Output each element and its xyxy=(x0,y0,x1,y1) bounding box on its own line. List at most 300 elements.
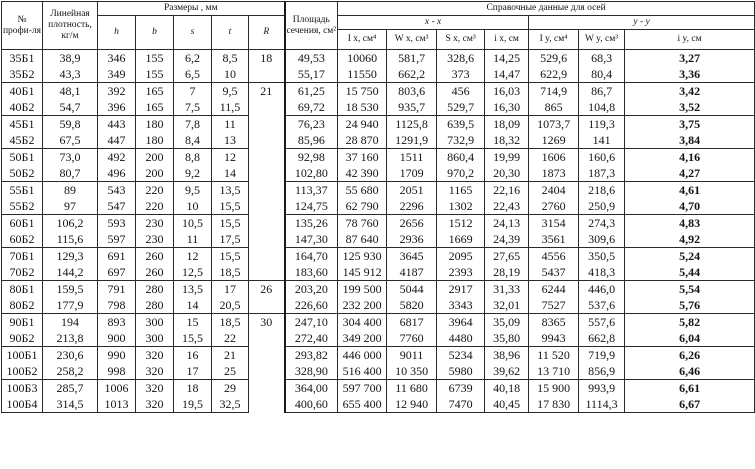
header-iy-radius: i y, см xyxy=(625,30,755,50)
cell-wx: 1291,9 xyxy=(387,132,437,149)
cell-ix-radius: 35,80 xyxy=(485,330,529,347)
cell-b: 280 xyxy=(136,297,174,314)
cell-r: 21 xyxy=(249,83,285,281)
cell-iy-moment: 5437 xyxy=(529,264,579,281)
cell-area: 164,70 xyxy=(285,248,338,265)
cell-iy-radius: 4,16 xyxy=(625,149,755,166)
table-row xyxy=(2,83,755,100)
cell-b: 180 xyxy=(136,116,174,133)
cell-h: 1013 xyxy=(98,396,136,413)
cell-wx: 803,6 xyxy=(387,83,437,100)
cell-sx: 732,9 xyxy=(437,132,485,149)
cell-area: 135,26 xyxy=(285,215,338,232)
cell-profile: 35Б2 xyxy=(2,66,43,83)
cell-b: 200 xyxy=(136,165,174,182)
table-row xyxy=(2,314,755,331)
cell-r: 18 xyxy=(249,50,285,83)
table-row xyxy=(2,99,755,116)
cell-area: 113,37 xyxy=(285,182,338,199)
header-density: Линейная плотность, кг/м xyxy=(43,2,98,50)
cell-h: 496 xyxy=(98,165,136,182)
table-row xyxy=(2,215,755,232)
cell-t: 11 xyxy=(212,116,249,133)
cell-s: 9,2 xyxy=(174,165,212,182)
header-wy: W y, см³ xyxy=(579,30,625,50)
cell-wy: 537,6 xyxy=(579,297,625,314)
cell-s: 8,8 xyxy=(174,149,212,166)
cell-area: 247,10 xyxy=(285,314,338,331)
cell-wy: 141 xyxy=(579,132,625,149)
header-dim-r: R xyxy=(249,16,285,50)
cell-wy: 160,6 xyxy=(579,149,625,166)
cell-wy: 557,6 xyxy=(579,314,625,331)
cell-iy-moment: 529,6 xyxy=(529,50,579,67)
cell-profile: 100Б3 xyxy=(2,380,43,397)
cell-wy: 80,4 xyxy=(579,66,625,83)
cell-b: 220 xyxy=(136,182,174,199)
cell-t: 17,5 xyxy=(212,231,249,248)
cell-ix-radius: 18,09 xyxy=(485,116,529,133)
cell-area: 92,98 xyxy=(285,149,338,166)
cell-profile: 70Б2 xyxy=(2,264,43,281)
cell-iy-moment: 17 830 xyxy=(529,396,579,413)
cell-density: 48,1 xyxy=(43,83,98,100)
cell-ix-radius: 20,30 xyxy=(485,165,529,182)
cell-h: 1006 xyxy=(98,380,136,397)
cell-iy-radius: 3,36 xyxy=(625,66,755,83)
cell-ix-moment: 349 200 xyxy=(338,330,387,347)
cell-area: 76,23 xyxy=(285,116,338,133)
cell-iy-moment: 1606 xyxy=(529,149,579,166)
table-body xyxy=(2,50,755,413)
cell-ix-radius: 32,01 xyxy=(485,297,529,314)
cell-area: 226,60 xyxy=(285,297,338,314)
cell-ix-radius: 22,16 xyxy=(485,182,529,199)
cell-s: 15 xyxy=(174,314,212,331)
cell-ix-radius: 16,03 xyxy=(485,83,529,100)
cell-sx: 6739 xyxy=(437,380,485,397)
cell-profile: 80Б2 xyxy=(2,297,43,314)
cell-b: 155 xyxy=(136,66,174,83)
cell-h: 597 xyxy=(98,231,136,248)
cell-ix-moment: 55 680 xyxy=(338,182,387,199)
cell-area: 364,00 xyxy=(285,380,338,397)
cell-iy-moment: 9943 xyxy=(529,330,579,347)
table-row xyxy=(2,182,755,199)
cell-s: 12 xyxy=(174,248,212,265)
cell-density: 54,7 xyxy=(43,99,98,116)
cell-ix-moment: 15 750 xyxy=(338,83,387,100)
cell-iy-moment: 6244 xyxy=(529,281,579,298)
cell-density: 213,8 xyxy=(43,330,98,347)
cell-h: 547 xyxy=(98,198,136,215)
header-wx: W x, см³ xyxy=(387,30,437,50)
cell-h: 798 xyxy=(98,297,136,314)
cell-area: 328,90 xyxy=(285,363,338,380)
cell-b: 320 xyxy=(136,347,174,364)
cell-sx: 1512 xyxy=(437,215,485,232)
cell-s: 12,5 xyxy=(174,264,212,281)
cell-h: 443 xyxy=(98,116,136,133)
cell-ix-radius: 31,33 xyxy=(485,281,529,298)
header-iy-moment: I y, см⁴ xyxy=(529,30,579,50)
cell-t: 25 xyxy=(212,363,249,380)
cell-density: 59,8 xyxy=(43,116,98,133)
cell-ix-moment: 24 940 xyxy=(338,116,387,133)
cell-density: 43,3 xyxy=(43,66,98,83)
cell-iy-moment: 11 520 xyxy=(529,347,579,364)
cell-density: 67,5 xyxy=(43,132,98,149)
cell-area: 203,20 xyxy=(285,281,338,298)
cell-ix-radius: 22,43 xyxy=(485,198,529,215)
cell-s: 11 xyxy=(174,231,212,248)
cell-density: 80,7 xyxy=(43,165,98,182)
cell-sx: 1302 xyxy=(437,198,485,215)
cell-iy-moment: 1873 xyxy=(529,165,579,182)
cell-sx: 373 xyxy=(437,66,485,83)
cell-ix-moment: 10060 xyxy=(338,50,387,67)
header-axis-x: x - x xyxy=(338,16,529,30)
table-row xyxy=(2,281,755,298)
cell-profile: 40Б1 xyxy=(2,83,43,100)
cell-sx: 2095 xyxy=(437,248,485,265)
cell-t: 13 xyxy=(212,132,249,149)
cell-s: 6,2 xyxy=(174,50,212,67)
cell-profile: 70Б1 xyxy=(2,248,43,265)
cell-iy-moment: 1073,7 xyxy=(529,116,579,133)
cell-ix-radius: 40,45 xyxy=(485,396,529,413)
cell-area: 69,72 xyxy=(285,99,338,116)
cell-s: 16 xyxy=(174,347,212,364)
cell-iy-radius: 4,92 xyxy=(625,231,755,248)
cell-s: 8,4 xyxy=(174,132,212,149)
cell-ix-radius: 27,65 xyxy=(485,248,529,265)
header-dim-t: t xyxy=(212,16,249,50)
cell-ix-radius: 40,18 xyxy=(485,380,529,397)
cell-density: 106,2 xyxy=(43,215,98,232)
cell-iy-radius: 4,61 xyxy=(625,182,755,199)
cell-b: 280 xyxy=(136,281,174,298)
cell-iy-moment: 2404 xyxy=(529,182,579,199)
cell-sx: 4480 xyxy=(437,330,485,347)
cell-area: 85,96 xyxy=(285,132,338,149)
cell-sx: 1165 xyxy=(437,182,485,199)
cell-iy-radius: 5,24 xyxy=(625,248,755,265)
cell-iy-moment: 7527 xyxy=(529,297,579,314)
cell-t: 29 xyxy=(212,380,249,397)
cell-ix-moment: 304 400 xyxy=(338,314,387,331)
cell-ix-moment: 28 870 xyxy=(338,132,387,149)
cell-s: 6,5 xyxy=(174,66,212,83)
cell-sx: 328,6 xyxy=(437,50,485,67)
cell-h: 392 xyxy=(98,83,136,100)
cell-profile: 100Б4 xyxy=(2,396,43,413)
cell-sx: 5980 xyxy=(437,363,485,380)
cell-ix-moment: 11550 xyxy=(338,66,387,83)
cell-ix-moment: 62 790 xyxy=(338,198,387,215)
cell-iy-radius: 6,26 xyxy=(625,347,755,364)
table-row xyxy=(2,198,755,215)
cell-iy-moment: 714,9 xyxy=(529,83,579,100)
cell-ix-moment: 655 400 xyxy=(338,396,387,413)
cell-ix-radius: 24,39 xyxy=(485,231,529,248)
cell-t: 20,5 xyxy=(212,297,249,314)
cell-wx: 9011 xyxy=(387,347,437,364)
cell-area: 293,82 xyxy=(285,347,338,364)
cell-t: 18,5 xyxy=(212,314,249,331)
cell-b: 300 xyxy=(136,330,174,347)
cell-wy: 119,3 xyxy=(579,116,625,133)
cell-density: 230,6 xyxy=(43,347,98,364)
cell-ix-moment: 78 760 xyxy=(338,215,387,232)
cell-s: 19,5 xyxy=(174,396,212,413)
cell-h: 893 xyxy=(98,314,136,331)
cell-wx: 2656 xyxy=(387,215,437,232)
cell-wy: 86,7 xyxy=(579,83,625,100)
cell-profile: 45Б1 xyxy=(2,116,43,133)
cell-iy-radius: 3,27 xyxy=(625,50,755,67)
cell-density: 314,5 xyxy=(43,396,98,413)
cell-t: 15,5 xyxy=(212,248,249,265)
cell-r: 26 xyxy=(249,281,285,314)
cell-s: 18 xyxy=(174,380,212,397)
cell-iy-radius: 5,44 xyxy=(625,264,755,281)
cell-b: 165 xyxy=(136,83,174,100)
table-row xyxy=(2,66,755,83)
cell-wy: 104,8 xyxy=(579,99,625,116)
cell-iy-moment: 8365 xyxy=(529,314,579,331)
cell-s: 7,8 xyxy=(174,116,212,133)
cell-profile: 60Б2 xyxy=(2,231,43,248)
cell-ix-radius: 14,47 xyxy=(485,66,529,83)
cell-iy-moment: 3154 xyxy=(529,215,579,232)
cell-ix-radius: 16,30 xyxy=(485,99,529,116)
cell-profile: 45Б2 xyxy=(2,132,43,149)
cell-iy-radius: 4,27 xyxy=(625,165,755,182)
cell-profile: 90Б2 xyxy=(2,330,43,347)
cell-wy: 418,3 xyxy=(579,264,625,281)
cell-sx: 529,7 xyxy=(437,99,485,116)
cell-wx: 11 680 xyxy=(387,380,437,397)
header-sx: S x, см³ xyxy=(437,30,485,50)
cell-wx: 1511 xyxy=(387,149,437,166)
cell-density: 115,6 xyxy=(43,231,98,248)
cell-s: 10 xyxy=(174,198,212,215)
cell-sx: 5234 xyxy=(437,347,485,364)
cell-t: 8,5 xyxy=(212,50,249,67)
cell-profile: 60Б1 xyxy=(2,215,43,232)
cell-area: 124,75 xyxy=(285,198,338,215)
cell-area: 147,30 xyxy=(285,231,338,248)
cell-profile: 100Б1 xyxy=(2,347,43,364)
cell-ix-moment: 87 640 xyxy=(338,231,387,248)
cell-iy-moment: 15 900 xyxy=(529,380,579,397)
cell-profile: 80Б1 xyxy=(2,281,43,298)
table-row xyxy=(2,231,755,248)
cell-t: 14 xyxy=(212,165,249,182)
cell-s: 7,5 xyxy=(174,99,212,116)
cell-density: 258,2 xyxy=(43,363,98,380)
cell-density: 159,5 xyxy=(43,281,98,298)
cell-t: 13,5 xyxy=(212,182,249,199)
cell-iy-moment: 4556 xyxy=(529,248,579,265)
cell-s: 14 xyxy=(174,297,212,314)
cell-t: 10 xyxy=(212,66,249,83)
cell-t: 22 xyxy=(212,330,249,347)
cell-ix-radius: 24,13 xyxy=(485,215,529,232)
cell-b: 320 xyxy=(136,380,174,397)
cell-wx: 5820 xyxy=(387,297,437,314)
cell-s: 17 xyxy=(174,363,212,380)
cell-wy: 350,5 xyxy=(579,248,625,265)
cell-s: 10,5 xyxy=(174,215,212,232)
cell-wx: 3645 xyxy=(387,248,437,265)
cell-ix-moment: 125 930 xyxy=(338,248,387,265)
cell-wx: 10 350 xyxy=(387,363,437,380)
table-row xyxy=(2,165,755,182)
cell-wx: 581,7 xyxy=(387,50,437,67)
cell-profile: 55Б1 xyxy=(2,182,43,199)
cell-ix-moment: 37 160 xyxy=(338,149,387,166)
cell-profile: 55Б2 xyxy=(2,198,43,215)
cell-profile: 90Б1 xyxy=(2,314,43,331)
cell-density: 97 xyxy=(43,198,98,215)
cell-b: 300 xyxy=(136,314,174,331)
cell-iy-radius: 5,82 xyxy=(625,314,755,331)
table-row xyxy=(2,132,755,149)
cell-area: 400,60 xyxy=(285,396,338,413)
header-dim-b: b xyxy=(136,16,174,50)
cell-b: 260 xyxy=(136,264,174,281)
cell-t: 17 xyxy=(212,281,249,298)
cell-b: 200 xyxy=(136,149,174,166)
cell-profile: 50Б2 xyxy=(2,165,43,182)
cell-density: 177,9 xyxy=(43,297,98,314)
cell-wx: 5044 xyxy=(387,281,437,298)
cell-wx: 7760 xyxy=(387,330,437,347)
cell-density: 285,7 xyxy=(43,380,98,397)
cell-iy-moment: 3561 xyxy=(529,231,579,248)
cell-h: 349 xyxy=(98,66,136,83)
cell-wy: 187,3 xyxy=(579,165,625,182)
cell-iy-moment: 622,9 xyxy=(529,66,579,83)
cell-wx: 6817 xyxy=(387,314,437,331)
cell-t: 32,5 xyxy=(212,396,249,413)
cell-sx: 860,4 xyxy=(437,149,485,166)
cell-area: 55,17 xyxy=(285,66,338,83)
table-row xyxy=(2,330,755,347)
cell-b: 260 xyxy=(136,248,174,265)
cell-density: 89 xyxy=(43,182,98,199)
cell-ix-moment: 446 000 xyxy=(338,347,387,364)
cell-ix-moment: 18 530 xyxy=(338,99,387,116)
cell-ix-radius: 14,25 xyxy=(485,50,529,67)
header-area: Площадь сечения, см² xyxy=(285,2,338,50)
cell-wx: 2051 xyxy=(387,182,437,199)
cell-wx: 2296 xyxy=(387,198,437,215)
cell-wy: 309,6 xyxy=(579,231,625,248)
cell-sx: 7470 xyxy=(437,396,485,413)
cell-area: 49,53 xyxy=(285,50,338,67)
table-row xyxy=(2,297,755,314)
cell-wy: 856,9 xyxy=(579,363,625,380)
cell-h: 543 xyxy=(98,182,136,199)
cell-area: 272,40 xyxy=(285,330,338,347)
cell-ix-radius: 35,09 xyxy=(485,314,529,331)
cell-s: 7 xyxy=(174,83,212,100)
cell-ix-radius: 18,32 xyxy=(485,132,529,149)
cell-wx: 12 940 xyxy=(387,396,437,413)
cell-b: 155 xyxy=(136,50,174,67)
cell-iy-radius: 6,61 xyxy=(625,380,755,397)
cell-iy-moment: 865 xyxy=(529,99,579,116)
cell-h: 990 xyxy=(98,347,136,364)
cell-s: 9,5 xyxy=(174,182,212,199)
cell-iy-radius: 5,54 xyxy=(625,281,755,298)
cell-density: 129,3 xyxy=(43,248,98,265)
table-row xyxy=(2,248,755,265)
cell-ix-radius: 28,19 xyxy=(485,264,529,281)
profile-table xyxy=(1,1,755,413)
cell-iy-radius: 3,52 xyxy=(625,99,755,116)
table-row xyxy=(2,264,755,281)
table-row xyxy=(2,396,755,413)
cell-b: 230 xyxy=(136,215,174,232)
cell-area: 183,60 xyxy=(285,264,338,281)
cell-iy-radius: 6,04 xyxy=(625,330,755,347)
cell-wy: 662,8 xyxy=(579,330,625,347)
cell-t: 12 xyxy=(212,149,249,166)
cell-density: 144,2 xyxy=(43,264,98,281)
cell-ix-moment: 42 390 xyxy=(338,165,387,182)
cell-iy-radius: 3,84 xyxy=(625,132,755,149)
cell-sx: 2393 xyxy=(437,264,485,281)
cell-iy-radius: 6,46 xyxy=(625,363,755,380)
header-reference: Справочные данные для осей xyxy=(338,2,755,16)
cell-b: 230 xyxy=(136,231,174,248)
cell-h: 697 xyxy=(98,264,136,281)
cell-iy-radius: 4,83 xyxy=(625,215,755,232)
table-row xyxy=(2,149,755,166)
cell-wy: 993,9 xyxy=(579,380,625,397)
cell-sx: 2917 xyxy=(437,281,485,298)
cell-t: 18,5 xyxy=(212,264,249,281)
cell-b: 165 xyxy=(136,99,174,116)
cell-b: 320 xyxy=(136,363,174,380)
cell-wy: 1114,3 xyxy=(579,396,625,413)
cell-density: 194 xyxy=(43,314,98,331)
cell-ix-moment: 516 400 xyxy=(338,363,387,380)
cell-wy: 446,0 xyxy=(579,281,625,298)
cell-wy: 274,3 xyxy=(579,215,625,232)
cell-t: 15,5 xyxy=(212,198,249,215)
cell-h: 396 xyxy=(98,99,136,116)
cell-h: 492 xyxy=(98,149,136,166)
header-axis-y: y - y xyxy=(529,16,755,30)
cell-b: 180 xyxy=(136,132,174,149)
cell-profile: 40Б2 xyxy=(2,99,43,116)
cell-b: 320 xyxy=(136,396,174,413)
table-row xyxy=(2,380,755,397)
header-dim-h: h xyxy=(98,16,136,50)
cell-t: 9,5 xyxy=(212,83,249,100)
cell-profile: 35Б1 xyxy=(2,50,43,67)
cell-wx: 4187 xyxy=(387,264,437,281)
cell-density: 38,9 xyxy=(43,50,98,67)
table-row xyxy=(2,347,755,364)
cell-wx: 935,7 xyxy=(387,99,437,116)
cell-b: 220 xyxy=(136,198,174,215)
